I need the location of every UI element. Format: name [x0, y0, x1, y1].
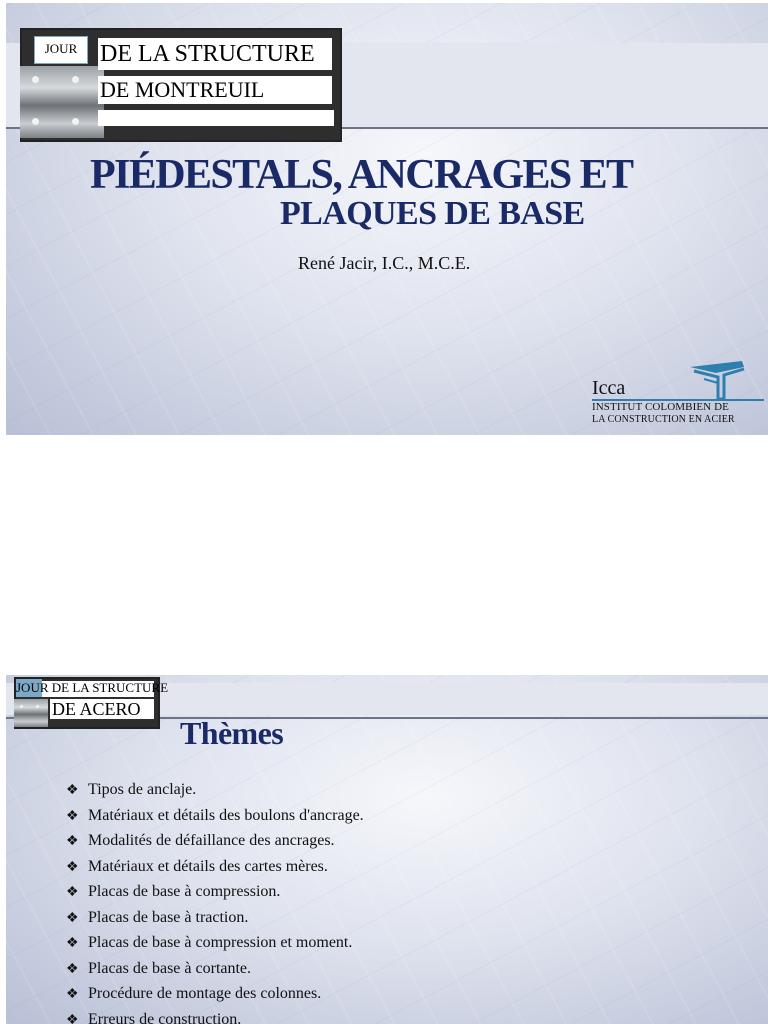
title-slide	[6, 3, 768, 435]
logo-line-2: DE MONTREUIL	[98, 76, 332, 104]
list-item: ❖ Matériaux et détails des boulons d'ancrage.	[66, 803, 364, 829]
logo-line-2: DE ACERO	[52, 699, 141, 719]
diamond-bullet-icon: ❖	[66, 910, 79, 926]
diamond-bullet-icon: ❖	[66, 783, 79, 798]
steel-beam-graphic	[20, 66, 104, 138]
list-item: ❖ Placas de base à cortante.	[66, 956, 364, 982]
diamond-bullet-icon: ❖	[66, 961, 79, 977]
list-item: ❖ Erreurs de construction.	[66, 1007, 364, 1024]
org-subtitle-1: INSTITUT COLOMBIEN DE	[592, 401, 729, 413]
slide-title: Thèmes	[180, 715, 284, 751]
themes-slide	[6, 675, 768, 1024]
diamond-bullet-icon: ❖	[66, 987, 79, 1002]
list-item: ❖ Placas de base à compression.	[66, 879, 364, 905]
diamond-bullet-icon: ❖	[66, 834, 79, 849]
event-logo	[20, 28, 342, 142]
list-item: ❖ Placas de base à traction.	[66, 905, 364, 931]
event-logo	[14, 677, 169, 729]
rivet-icon	[20, 705, 23, 708]
org-logo	[590, 359, 766, 431]
list-item: ❖ Procédure de montage des colonnes.	[66, 981, 364, 1007]
logo-badge: JOUR	[34, 36, 88, 64]
diamond-bullet-icon: ❖	[66, 808, 79, 824]
steel-beam-graphic	[14, 699, 48, 727]
org-name: Icca	[592, 377, 626, 399]
diamond-bullet-icon: ❖	[66, 859, 79, 875]
org-subtitle-2: LA CONSTRUCTION EN ACIER	[592, 414, 735, 425]
diamond-bullet-icon: ❖	[66, 936, 79, 951]
diamond-bullet-icon: ❖	[66, 1012, 79, 1024]
author-name: René Jacir, I.C., M.C.E.	[298, 253, 471, 273]
logo-line-1: JOUR DE LA STRUCTURE	[16, 680, 169, 695]
list-item: ❖ Modalités de défaillance des ancrages.	[66, 828, 364, 854]
rivet-icon	[32, 118, 39, 125]
diamond-bullet-icon: ❖	[66, 885, 79, 900]
list-item: ❖ Placas de base à compression et moment.	[66, 930, 364, 956]
logo-stripe	[98, 110, 334, 126]
rivet-icon	[72, 76, 79, 83]
list-item: ❖ Matériaux et détails des cartes mères.	[66, 854, 364, 880]
list-item: ❖ Tipos de anclaje.	[66, 777, 364, 803]
steel-structure-icon	[686, 359, 746, 399]
slide-title-line-1: PIÉDESTALS, ANCRAGES ET	[90, 152, 633, 198]
logo-line-1: DE LA STRUCTURE	[98, 38, 332, 70]
rivet-icon	[72, 118, 79, 125]
slide-title-line-2: PLAQUES DE BASE	[280, 195, 585, 232]
rivet-icon	[36, 705, 39, 708]
topics-list	[66, 777, 364, 1024]
rivet-icon	[32, 76, 39, 83]
